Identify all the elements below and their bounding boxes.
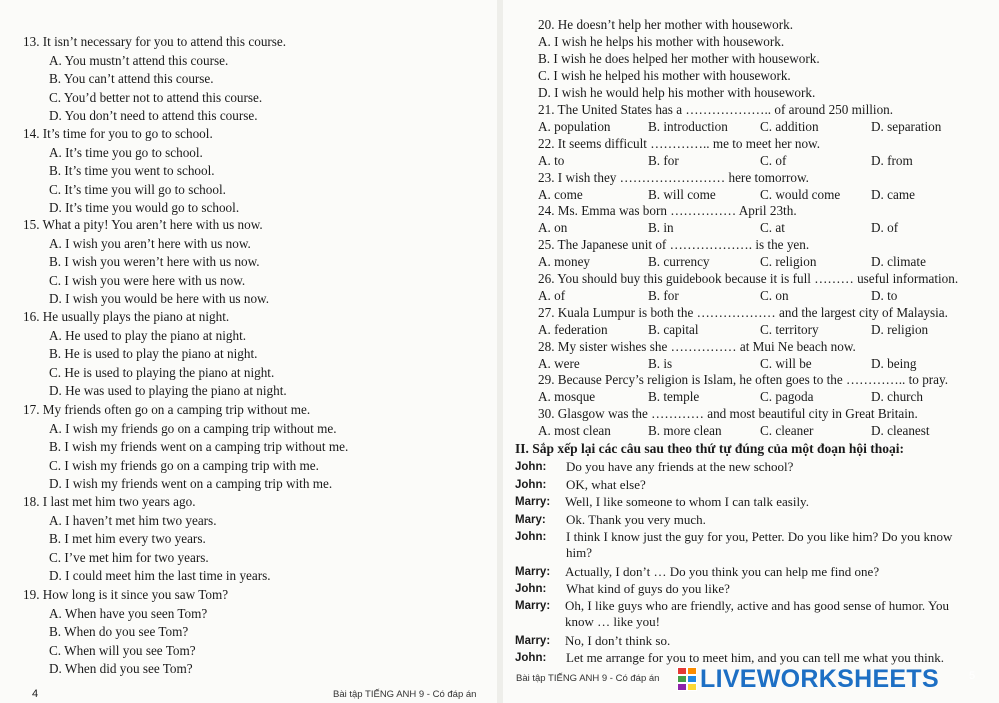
- answer-option[interactable]: B. I met him every two years.: [49, 531, 206, 546]
- answer-option[interactable]: B. temple: [648, 389, 700, 405]
- question-stem: [23, 217, 263, 232]
- answer-option[interactable]: A. I haven’t met him two years.: [49, 512, 217, 528]
- answer-option[interactable]: A. on: [538, 220, 568, 236]
- question-number: 19.: [23, 587, 40, 602]
- question-text: You should buy this guidebook because it is full ……… useful information.: [557, 271, 959, 286]
- section-heading: II. Sắp xếp lại các câu sau theo thứ tự đúng của một đoạn hội thoại:: [515, 441, 905, 456]
- question-text: The Japanese unit of ………………. is the yen.: [557, 237, 810, 253]
- dialogue-text: Do you have any friends at the new school?: [566, 459, 794, 474]
- question-number: 23.: [538, 169, 555, 185]
- answer-option[interactable]: B. for: [648, 288, 679, 303]
- question-number: 21.: [538, 102, 555, 117]
- answer-option[interactable]: A. federation: [538, 321, 608, 337]
- answer-option[interactable]: A. I wish my friends go on a camping trip without me.: [49, 420, 337, 436]
- question-text: He doesn’t help her mother with housework.: [557, 17, 794, 32]
- question-number: 17.: [23, 402, 40, 417]
- answer-option[interactable]: C. religion: [760, 254, 817, 270]
- question-number: 15.: [23, 217, 40, 232]
- answer-option[interactable]: A. population: [538, 119, 611, 134]
- speaker-name: John:: [515, 461, 547, 473]
- speaker-name: Marry:: [515, 635, 551, 647]
- page-number-left: 4: [32, 688, 39, 700]
- question-text: It seems difficult ………….. me to meet her now.: [557, 135, 821, 151]
- speaker-name: John:: [515, 479, 547, 491]
- question-number: 29.: [538, 372, 555, 388]
- liveworksheets-logo-icon: [677, 667, 697, 691]
- answer-option[interactable]: D. He was used to playing the piano at night.: [49, 383, 287, 398]
- dialogue-text: Oh, I like guys who are friendly, active and has good sense of humor. You know … like you!: [565, 598, 950, 629]
- answer-option[interactable]: C. He is used to playing the piano at night.: [49, 364, 275, 380]
- answer-option[interactable]: D. religion: [871, 321, 929, 337]
- answer-option[interactable]: D. separation: [871, 119, 942, 134]
- answer-option[interactable]: D. from: [871, 152, 913, 168]
- answer-option[interactable]: C. I wish my friends go on a camping trip with me.: [49, 457, 319, 473]
- answer-option[interactable]: B. I wish you weren’t here with us now.: [49, 254, 260, 269]
- option-row: [538, 423, 978, 438]
- answer-option[interactable]: C. on: [760, 288, 789, 303]
- answer-option[interactable]: A. were: [538, 355, 580, 371]
- option-row: [538, 119, 978, 134]
- answer-option[interactable]: C. I’ve met him for two years.: [49, 549, 209, 565]
- answer-option[interactable]: A. He used to play the piano at night.: [49, 327, 247, 343]
- question-text: Kuala Lumpur is both the ……………… and the largest city of Malaysia.: [557, 304, 948, 320]
- answer-option[interactable]: B. in: [648, 220, 674, 236]
- question-stem: [538, 17, 793, 32]
- answer-option[interactable]: B. introduction: [648, 119, 728, 134]
- question-number: 18.: [23, 494, 40, 509]
- answer-option[interactable]: C. You’d better not to attend this course.: [49, 89, 263, 105]
- question-stem: [538, 372, 948, 387]
- answer-option[interactable]: B. When do you see Tom?: [49, 624, 189, 639]
- option-row: [538, 220, 978, 235]
- answer-option[interactable]: D. to: [871, 288, 898, 303]
- speaker-name: Marry:: [515, 496, 551, 508]
- answer-option[interactable]: C. When will you see Tom?: [49, 642, 196, 658]
- dialogue-text: Actually, I don’t … Do you think you can help me find one?: [565, 564, 880, 579]
- question-number: 25.: [538, 237, 555, 253]
- answer-option[interactable]: D. I wish he would help his mother with housework.: [538, 85, 816, 100]
- answer-option[interactable]: C. addition: [760, 119, 819, 134]
- question-text: Glasgow was the ………… and most beautiful city in Great Britain.: [557, 406, 918, 422]
- question-number: 14.: [23, 126, 40, 141]
- question-number: 26.: [538, 271, 555, 286]
- answer-option[interactable]: A. to: [538, 152, 565, 168]
- answer-option[interactable]: B. more clean: [648, 423, 722, 439]
- question-stem: [23, 587, 228, 602]
- footer-left: Bài tập TIẾNG ANH 9 - Có đáp án: [333, 689, 477, 700]
- answer-option[interactable]: C. will be: [760, 355, 812, 371]
- answer-option[interactable]: B. I wish my friends went on a camping trip without me.: [49, 439, 349, 454]
- speaker-name: John:: [515, 583, 547, 595]
- dialogue-text: I think I know just the guy for you, Petter. Do you like him? Do you know him?: [566, 529, 953, 560]
- question-number: 28.: [538, 338, 555, 354]
- answer-option[interactable]: B. You can’t attend this course.: [49, 71, 214, 86]
- page-number-right: 5: [969, 670, 976, 682]
- dialogue-text: Let me arrange for you to meet him, and you can tell me what you think.: [566, 650, 944, 665]
- dialogue-text: Ok. Thank you very much.: [566, 512, 706, 527]
- question-stem: [23, 494, 196, 509]
- question-number: 20.: [538, 17, 555, 32]
- question-stem: [23, 309, 229, 324]
- answer-option[interactable]: A. I wish you aren’t here with us now.: [49, 235, 251, 251]
- question-stem: [538, 237, 809, 252]
- question-stem: [538, 102, 893, 117]
- answer-option[interactable]: B. will come: [648, 186, 716, 202]
- answer-option[interactable]: A. mosque: [538, 389, 596, 405]
- answer-option[interactable]: B. currency: [648, 254, 710, 270]
- question-text: It’s time for you to go to school.: [42, 126, 213, 141]
- answer-option[interactable]: C. at: [760, 220, 785, 236]
- answer-option[interactable]: D. It’s time you would go to school.: [49, 200, 240, 215]
- dialogue-text: No, I don’t think so.: [565, 633, 671, 648]
- right-page: [503, 0, 999, 703]
- answer-option[interactable]: D. I wish you would be here with us now.: [49, 291, 270, 306]
- option-row: [538, 288, 978, 303]
- option-row: [538, 187, 978, 202]
- question-number: 22.: [538, 135, 555, 151]
- question-number: 27.: [538, 304, 555, 320]
- answer-option[interactable]: B. is: [648, 355, 673, 371]
- answer-option[interactable]: D. being: [871, 355, 917, 371]
- left-page: [0, 0, 497, 703]
- speaker-name: John:: [515, 652, 547, 664]
- answer-option[interactable]: C. territory: [760, 321, 819, 337]
- dialogue-text: What kind of guys do you like?: [566, 581, 730, 596]
- question-text: My sister wishes she …………… at Mui Ne beach now.: [557, 338, 856, 354]
- question-stem: [538, 406, 918, 421]
- answer-option[interactable]: C. I wish he helped his mother with housework.: [538, 68, 791, 83]
- question-stem: [538, 271, 958, 286]
- question-stem: [538, 136, 820, 151]
- question-text: What a pity! You aren’t here with us now.: [42, 217, 263, 232]
- answer-option[interactable]: C. would come: [760, 186, 841, 202]
- liveworksheets-wordmark: LIVEWORKSHEETS: [700, 664, 939, 693]
- answer-option[interactable]: C. I wish you were here with us now.: [49, 272, 246, 288]
- answer-option[interactable]: D. You don’t need to attend this course.: [49, 108, 258, 123]
- option-row: [538, 153, 978, 168]
- answer-option[interactable]: B. capital: [648, 321, 699, 337]
- answer-option[interactable]: C. It’s time you will go to school.: [49, 181, 226, 197]
- answer-option[interactable]: B. It’s time you went to school.: [49, 163, 215, 178]
- question-stem: [23, 402, 310, 417]
- dialogue-text: Well, I like someone to whom I can talk easily.: [565, 494, 809, 509]
- answer-option[interactable]: B. for: [648, 152, 679, 168]
- answer-option[interactable]: A. I wish he helps his mother with housework.: [538, 34, 785, 49]
- option-row: [538, 254, 978, 269]
- question-text: Because Percy’s religion is Islam, he often goes to the ………….. to pray.: [557, 372, 949, 388]
- answer-option[interactable]: C. cleaner: [760, 423, 814, 439]
- answer-option[interactable]: D. I wish my friends went on a camping trip with me.: [49, 476, 333, 491]
- answer-option[interactable]: C. pagoda: [760, 389, 814, 405]
- question-number: 13.: [23, 34, 40, 49]
- speaker-name: John:: [515, 531, 547, 543]
- answer-option[interactable]: D. climate: [871, 254, 926, 270]
- option-row: [538, 389, 978, 404]
- question-stem: [538, 339, 856, 354]
- answer-option[interactable]: D. When did you see Tom?: [49, 661, 193, 676]
- answer-option[interactable]: D. cleanest: [871, 423, 930, 439]
- answer-option[interactable]: D. I could meet him the last time in years.: [49, 568, 271, 583]
- question-stem: [23, 126, 213, 141]
- question-text: I wish they …………………… here tomorrow.: [557, 169, 809, 185]
- answer-option[interactable]: B. I wish he does helped her mother with housework.: [538, 51, 820, 66]
- question-text: The United States has a ……………….. of around 250 million.: [557, 102, 894, 117]
- option-row: [538, 322, 978, 337]
- footer-right: Bài tập TIẾNG ANH 9 - Có đáp án: [516, 673, 660, 684]
- answer-option[interactable]: A. It’s time you go to school.: [49, 144, 203, 160]
- answer-option[interactable]: D. church: [871, 389, 923, 405]
- answer-option[interactable]: A. When have you seen Tom?: [49, 605, 208, 621]
- question-text: It isn’t necessary for you to attend this course.: [42, 34, 287, 49]
- dialogue-text: OK, what else?: [566, 477, 646, 492]
- answer-option[interactable]: D. of: [871, 220, 899, 236]
- speaker-name: Marry:: [515, 566, 551, 578]
- question-stem: [538, 203, 797, 218]
- question-number: 30.: [538, 406, 555, 422]
- answer-option[interactable]: B. He is used to play the piano at night.: [49, 346, 258, 361]
- answer-option[interactable]: C. of: [760, 152, 787, 168]
- question-number: 16.: [23, 309, 40, 324]
- liveworksheets-logo[interactable]: [677, 666, 939, 692]
- question-stem: [538, 170, 809, 185]
- question-text: Ms. Emma was born …………… April 23th.: [557, 203, 797, 219]
- question-text: He usually plays the piano at night.: [42, 309, 230, 324]
- speaker-name: Mary:: [515, 514, 546, 526]
- speaker-name: Marry:: [515, 600, 551, 612]
- question-text: My friends often go on a camping trip without me.: [42, 402, 311, 417]
- answer-option[interactable]: D. came: [871, 186, 915, 202]
- answer-option[interactable]: A. You mustn’t attend this course.: [49, 52, 229, 68]
- option-row: [538, 356, 978, 371]
- answer-option[interactable]: A. come: [538, 186, 583, 202]
- question-number: 24.: [538, 203, 555, 219]
- answer-option[interactable]: A. most clean: [538, 423, 611, 439]
- answer-option[interactable]: A. money: [538, 254, 591, 270]
- question-text: I last met him two years ago.: [42, 494, 196, 509]
- question-stem: [23, 34, 286, 49]
- question-text: How long is it since you saw Tom?: [42, 587, 229, 602]
- answer-option[interactable]: A. of: [538, 288, 566, 303]
- question-stem: [538, 305, 948, 320]
